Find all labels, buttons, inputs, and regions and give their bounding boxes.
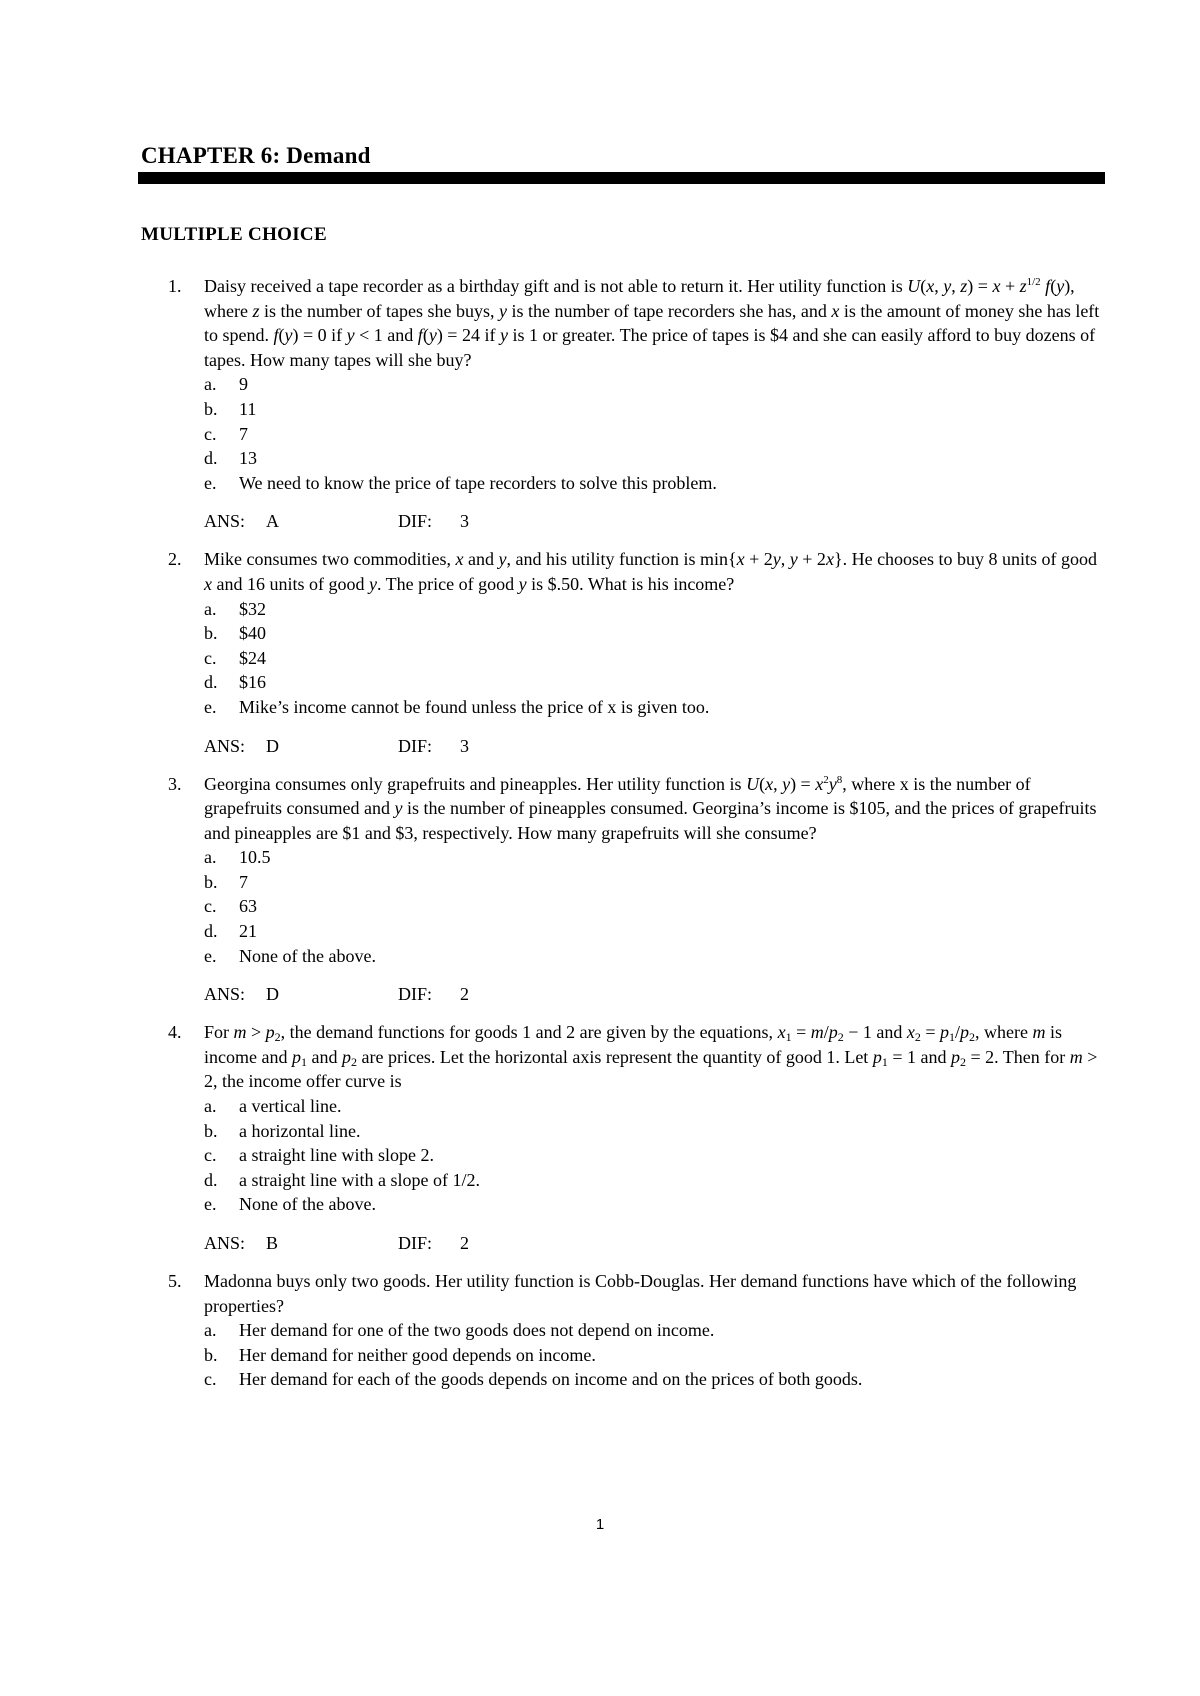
answer-label: ANS: xyxy=(204,1233,246,1253)
choice-letter: b. xyxy=(204,871,218,892)
choice-letter: e. xyxy=(204,472,217,493)
choice-list xyxy=(204,372,1104,495)
choice-letter: a. xyxy=(204,1096,217,1117)
choice-text: a vertical line. xyxy=(239,1096,342,1117)
difficulty-value: 2 xyxy=(460,1233,469,1253)
answer-label: ANS: xyxy=(204,735,246,756)
difficulty-label: DIF: xyxy=(398,511,433,532)
choice-text: 7 xyxy=(239,871,248,892)
choice-letter: c. xyxy=(204,647,217,668)
choice-e xyxy=(204,1192,1104,1217)
question-number: 2. xyxy=(168,549,182,570)
choice-text: Her demand for neither good depends on income. xyxy=(239,1344,596,1365)
choice-letter: c. xyxy=(204,423,217,444)
choice-d xyxy=(204,919,1104,944)
choice-c xyxy=(204,1143,1104,1168)
choice-c xyxy=(204,422,1104,447)
choice-text: a straight line with a slope of 1/2. xyxy=(239,1169,480,1190)
choice-letter: d. xyxy=(204,1169,218,1190)
choice-letter: a. xyxy=(204,374,217,395)
question-stem: Georgina consumes only grapefruits and pineapples. Her utility function is U(x, $y) = x^2y^8$, where x is the number of grapefruits consumed and y is the number of pineapples consumed. Georgina’s income is $105, and the prices of grapefruits and pineapples are $1 and $3, respectively. How many grapefruits will she consume? xyxy=(204,773,1097,843)
answer-value: A xyxy=(266,511,279,532)
choice-text: 63 xyxy=(239,896,257,917)
choice-text: None of the above. xyxy=(239,1194,376,1215)
choice-letter: e. xyxy=(204,945,217,966)
question-number: 4. xyxy=(168,1022,182,1043)
difficulty-label: DIF: xyxy=(398,735,433,756)
choice-b xyxy=(204,870,1104,895)
choice-c xyxy=(204,646,1104,671)
choice-letter: c. xyxy=(204,896,217,917)
choice-list xyxy=(204,1094,1104,1217)
choice-list xyxy=(204,845,1104,968)
choice-a xyxy=(204,597,1104,622)
choice-text: We need to know the price of tape recorders to solve this problem. xyxy=(239,472,717,493)
answer-label: ANS: xyxy=(204,511,246,532)
difficulty-value: 3 xyxy=(460,511,469,532)
answer-value: D xyxy=(266,735,279,756)
choice-text: $40 xyxy=(239,623,266,644)
choice-text: 9 xyxy=(239,374,248,395)
question-5 xyxy=(168,1269,1104,1392)
choice-letter: b. xyxy=(204,1120,218,1141)
question-stem: Madonna buys only two goods. Her utility function is Cobb-Douglas. Her demand functions have which of the following properties? xyxy=(204,1271,1077,1316)
choice-text: a horizontal line. xyxy=(239,1120,361,1141)
question-number: 1. xyxy=(168,276,182,296)
question-number: 5. xyxy=(168,1271,182,1291)
question-number: 3. xyxy=(168,773,182,794)
answer-value: D xyxy=(266,984,279,1005)
choice-letter: a. xyxy=(204,847,217,868)
choice-letter: d. xyxy=(204,672,218,693)
question-list xyxy=(0,274,1200,1406)
difficulty-label: DIF: xyxy=(398,984,433,1005)
choice-list xyxy=(204,1318,1104,1392)
choice-b xyxy=(204,1119,1104,1144)
question-4 xyxy=(168,1020,1104,1255)
choice-letter: e. xyxy=(204,1194,217,1215)
choice-list xyxy=(204,597,1104,720)
choice-b xyxy=(204,397,1104,422)
choice-letter: a. xyxy=(204,1320,217,1341)
title-rule xyxy=(138,172,1105,184)
choice-d xyxy=(204,1168,1104,1193)
choice-letter: a. xyxy=(204,598,217,619)
choice-letter: b. xyxy=(204,398,218,419)
choice-text: 11 xyxy=(239,398,257,419)
choice-b xyxy=(204,1343,1104,1368)
question-stem: Daisy received a tape recorder as a birthday gift and is not able to return it. Her utility function is U(x, y, $z) = x + z^{1/2}$ f(y), where z is the number of tapes she buys, y is the number of tape recorders she has, and x is the amount of money she has left to spend. f(y) = 0 if y < 1 and f(y) = 24 if y is 1 or greater. The price of tapes is $4 and she can easily afford to buy dozens of tapes. How many tapes will she buy? xyxy=(204,276,1100,370)
choice-text: $32 xyxy=(239,598,266,619)
question-1 xyxy=(168,274,1104,533)
choice-a xyxy=(204,372,1104,397)
choice-a xyxy=(204,1318,1104,1343)
choice-text: Her demand for each of the goods depends on income and on the prices of both goods. xyxy=(239,1369,863,1390)
choice-letter: b. xyxy=(204,623,218,644)
question-3 xyxy=(168,772,1104,1007)
answer-label: ANS: xyxy=(204,984,246,1005)
choice-text: Her demand for one of the two goods does not depend on income. xyxy=(239,1320,715,1341)
choice-letter: c. xyxy=(204,1369,217,1390)
choice-c xyxy=(204,1367,1104,1392)
choice-text: a straight line with slope 2. xyxy=(239,1145,434,1166)
choice-letter: e. xyxy=(204,696,217,717)
choice-text: 13 xyxy=(239,448,257,469)
answer-line xyxy=(204,734,1104,758)
difficulty-label: DIF: xyxy=(398,1233,433,1253)
difficulty-value: 2 xyxy=(460,984,469,1005)
choice-letter: d. xyxy=(204,448,218,469)
chapter-title: CHAPTER 6: Demand xyxy=(141,143,371,168)
answer-line xyxy=(204,982,1104,1006)
page-number: 1 xyxy=(595,1516,605,1533)
answer-line xyxy=(204,509,1104,533)
answer-line xyxy=(204,1231,1104,1255)
question-stem: Mike consumes two commodities, x and y, and his utility function is min{x + 2y, y + 2x}. He chooses to buy 8 units of good x and 16 units of good y. The price of good y is $.50. What is his income? xyxy=(204,549,1098,594)
choice-text: 21 xyxy=(239,921,257,942)
choice-letter: c. xyxy=(204,1145,217,1166)
choice-e xyxy=(204,471,1104,496)
choice-e xyxy=(204,944,1104,969)
choice-letter: b. xyxy=(204,1344,218,1365)
choice-c xyxy=(204,894,1104,919)
choice-e xyxy=(204,695,1104,720)
question-stem: For $m > p_2$, the demand functions for goods 1 and 2 are given by the equations, $x_1 = m/p_2 - 1$ and $x_2 = p_1/p_2$, where m is income and $p_1$ and $p_2$ are prices. Let the horizontal axis represent the quantity of good 1. Let $p_1 = 1$ and $p_2 = 2$. Then for m > 2, the income offer curve is xyxy=(204,1022,1098,1092)
choice-b xyxy=(204,621,1104,646)
choice-text: None of the above. xyxy=(239,945,376,966)
question-2 xyxy=(168,547,1104,757)
choice-d xyxy=(204,670,1104,695)
choice-a xyxy=(204,1094,1104,1119)
choice-text: 7 xyxy=(239,423,248,444)
section-heading: MULTIPLE CHOICE xyxy=(141,224,327,245)
choice-letter: d. xyxy=(204,921,218,942)
choice-text: 10.5 xyxy=(239,847,271,868)
choice-a xyxy=(204,845,1104,870)
difficulty-value: 3 xyxy=(460,735,469,756)
answer-value: B xyxy=(266,1233,279,1253)
choice-text: Mike’s income cannot be found unless the price of x is given too. xyxy=(239,696,710,717)
choice-text: $24 xyxy=(239,647,266,668)
choice-d xyxy=(204,446,1104,471)
choice-text: $16 xyxy=(239,672,266,693)
